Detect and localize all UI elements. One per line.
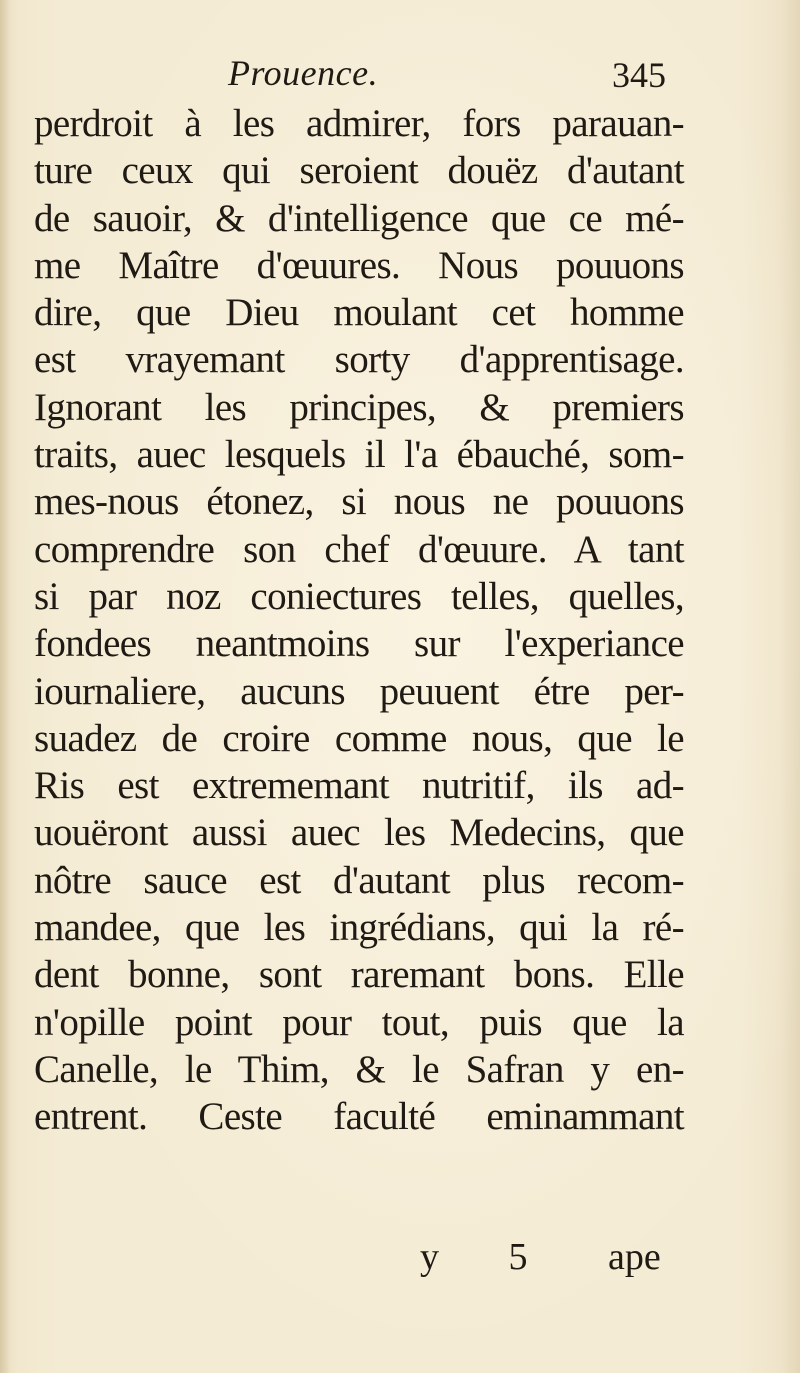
text-line: Ris est extrememant nutritif, ils ad- [34,764,684,808]
text-line: entrent. Ceste faculté eminammant [34,1095,684,1139]
page-edge-shadow [0,0,10,1373]
running-head-title: Prouence. [228,53,379,93]
text-line: mandee, que les ingrédians, qui la ré- [34,906,684,950]
page-number: 345 [612,55,666,95]
text-line: nôtre sauce est d'autant plus recom- [34,858,684,902]
text-line: Ignorant les principes, & premiers [34,385,684,429]
body-text [34,100,684,1141]
text-line: iournaliere, aucuns peuuent étre per- [34,669,684,713]
text-line: perdroit à les admirer, fors parauan- [34,102,684,145]
page-footer [420,1235,680,1285]
text-line: comprendre son chef d'œuure. A tant [34,527,684,571]
text-line: suadez de croire comme nous, que le [34,716,684,760]
text-line: Canelle, le Thim, & le Safran y en- [34,1047,684,1091]
text-line: me Maître d'œuures. Nous pouuons [34,243,684,287]
text-line: dent bonne, sont raremant bons. Elle [34,953,684,997]
catchword: ape [608,1236,661,1278]
text-line: ture ceux qui seroient douëz d'autant [34,149,684,193]
text-line: est vrayemant sorty d'apprentisage. [34,338,684,382]
text-line: n'opille point pour tout, puis que la [34,1000,684,1044]
text-line: traits, auec lesquels il l'a ébauché, som- [34,433,684,477]
text-line: mes-nous étonez, si nous ne pouuons [34,480,684,524]
text-line: fondees neantmoins sur l'experiance [34,622,684,666]
text-line: de sauoir, & d'intelligence que ce mé- [34,196,684,240]
signature-mark: y 5 [420,1236,558,1278]
text-line: dire, que Dieu moulant cet homme [34,291,684,335]
text-line: si par noz coniectures telles, quelles, [34,574,684,618]
text-line: uouëront aussi auec les Medecins, que [34,811,684,855]
running-head [0,52,800,102]
